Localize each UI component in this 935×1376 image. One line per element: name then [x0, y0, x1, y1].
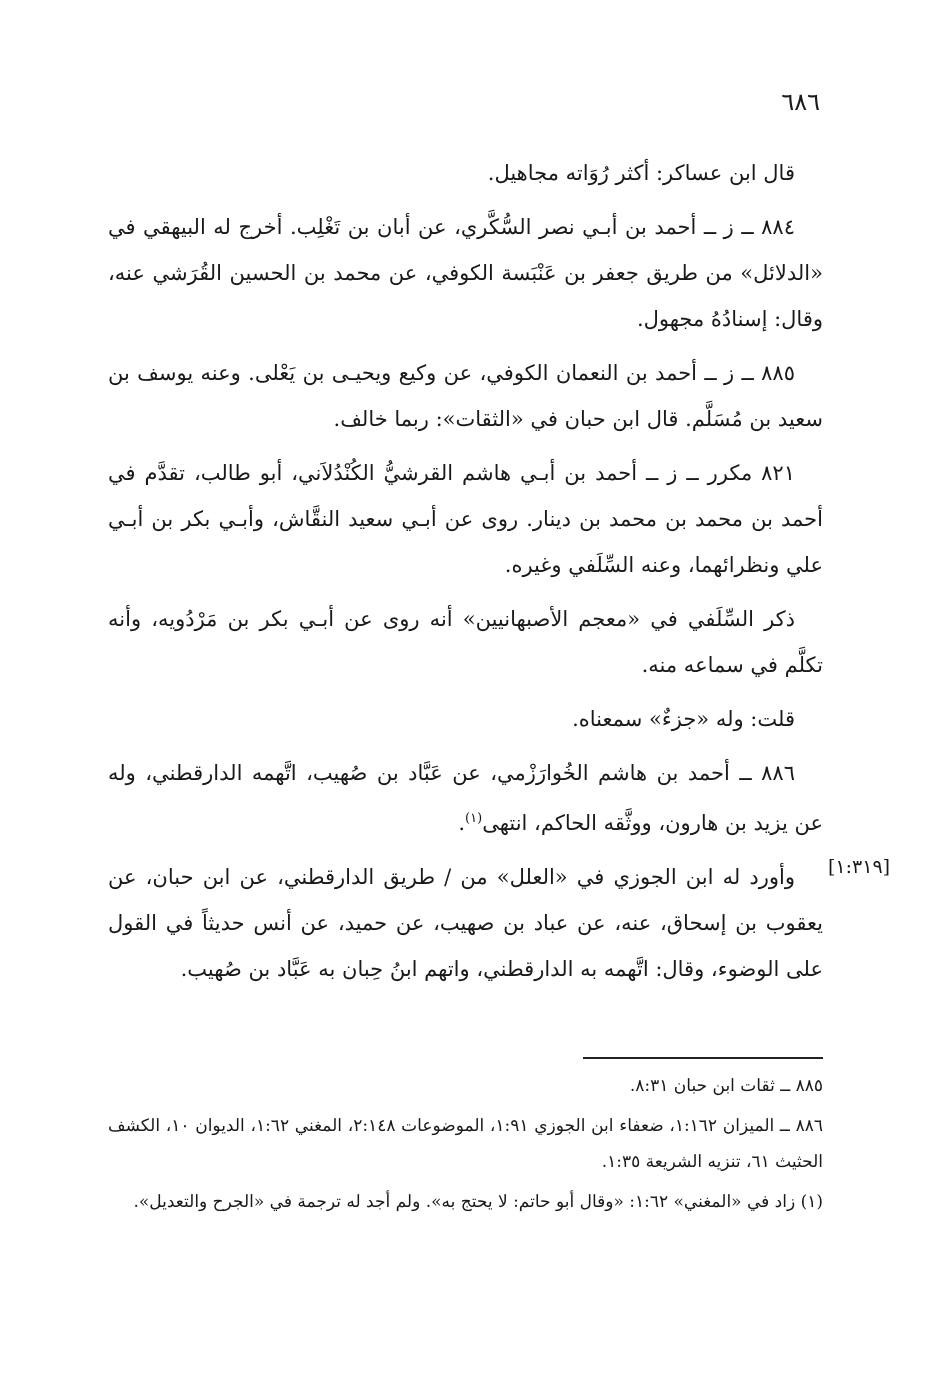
paragraph-silafi: ذكر السِّلَفي في «معجم الأصبهانيين» أنه روى عن أبـي بكر بن مَرْدُويه، وأنه تكلَّم في سماعه منه.: [108, 607, 823, 677]
paragraph-ibn-asakir: قال ابن عساكر: أكثر رُوَاته مجاهيل.: [487, 161, 795, 185]
paragraph-qultu: قلت: وله «جزءٌ» سمعناه.: [572, 707, 795, 731]
entry-886: ٨٨٦ ــ أحمد بن هاشم الخُوارَزْمي، عن عَبَّاد بن صُهيب، اتَّهمه الدارقطني، وله عن يزيد بن هارون، ووثَّقه الحاكم، انتهى$^{(١)}$.: [108, 761, 823, 835]
footnote-885: ٨٨٥ ــ ثقات ابن حبان ٨:٣١.: [629, 1076, 823, 1096]
entry-884: ٨٨٤ ــ ز ــ أحمد بن أبـي نصر السُّكَّري، عن أبان بن تَغْلِب. أخرج له البيهقي في «الدلائل» من طريق جعفر بن عَنْبَسة الكوفي، عن محمد بن الحسين القُرَشي عنه، وقال: إسنادُهُ مجهول.: [108, 215, 823, 331]
margin-reference: [١:٣١٩]: [828, 856, 891, 878]
footnote-marker: (١): [465, 811, 483, 826]
footnote-886: ٨٨٦ ــ الميزان ١:١٦٢، ضعفاء ابن الجوزي ١:٩١، الموضوعات ٢:١٤٨، المغني ١:٦٢، الديوان ١٠، الكشف الحثيث ٦١، تنزيه الشريعة ١:٣٥.: [108, 1116, 823, 1172]
entry-886-text: ٨٨٦ ــ أحمد بن هاشم الخُوارَزْمي، عن عَبَّاد بن صُهيب، اتَّهمه الدارقطني، وله عن يزيد بن هارون، ووثَّقه الحاكم، انتهى: [108, 761, 823, 835]
footnote-divider: [583, 1057, 823, 1059]
footnotes: [108, 1068, 823, 1224]
entry-821-repeat: ٨٢١ مكرر ــ ز ــ أحمد بن أبـي هاشم القرشيُّ الكُنْدُلاَني، أبو طالب، تقدَّم في أحمد بن محمد بن محمد بن دينار. روى عن أبـي سعيد النقَّاش، وأبـي بكر بن أبـي علي ونظرائهما، وعنه السِّلَفي وغيره.: [108, 461, 823, 577]
entry-885: ٨٨٥ ــ ز ــ أحمد بن النعمان الكوفي، عن وكيع ويحيـى بن يَعْلى. وعنه يوسف بن سعيد بن مُسَلَّم. قال ابن حبان في «الثقات»: ربما خالف.: [108, 361, 823, 431]
page-number: ٦٨٦: [781, 88, 820, 116]
paragraph-ibn-jawzi: وأورد له ابن الجوزي في «العلل» من / طريق الدارقطني، عن ابن حبان، عن يعقوب بن إسحاق، عنه، عن عباد بن صهيب، عن حميد، عن أنس حديثاً في القول على الوضوء، وقال: اتَّهمه به الدارقطني، واتهم ابنُ حِبان به عَبَّاد بن صُهيب.: [108, 865, 823, 981]
main-text: [108, 150, 823, 1000]
footnote-1: (١) زاد في «المغني» ١:٦٢: «وقال أبو حاتم: لا يحتج به». ولم أجد له ترجمة في «الجرح والتعديل».: [133, 1192, 823, 1212]
